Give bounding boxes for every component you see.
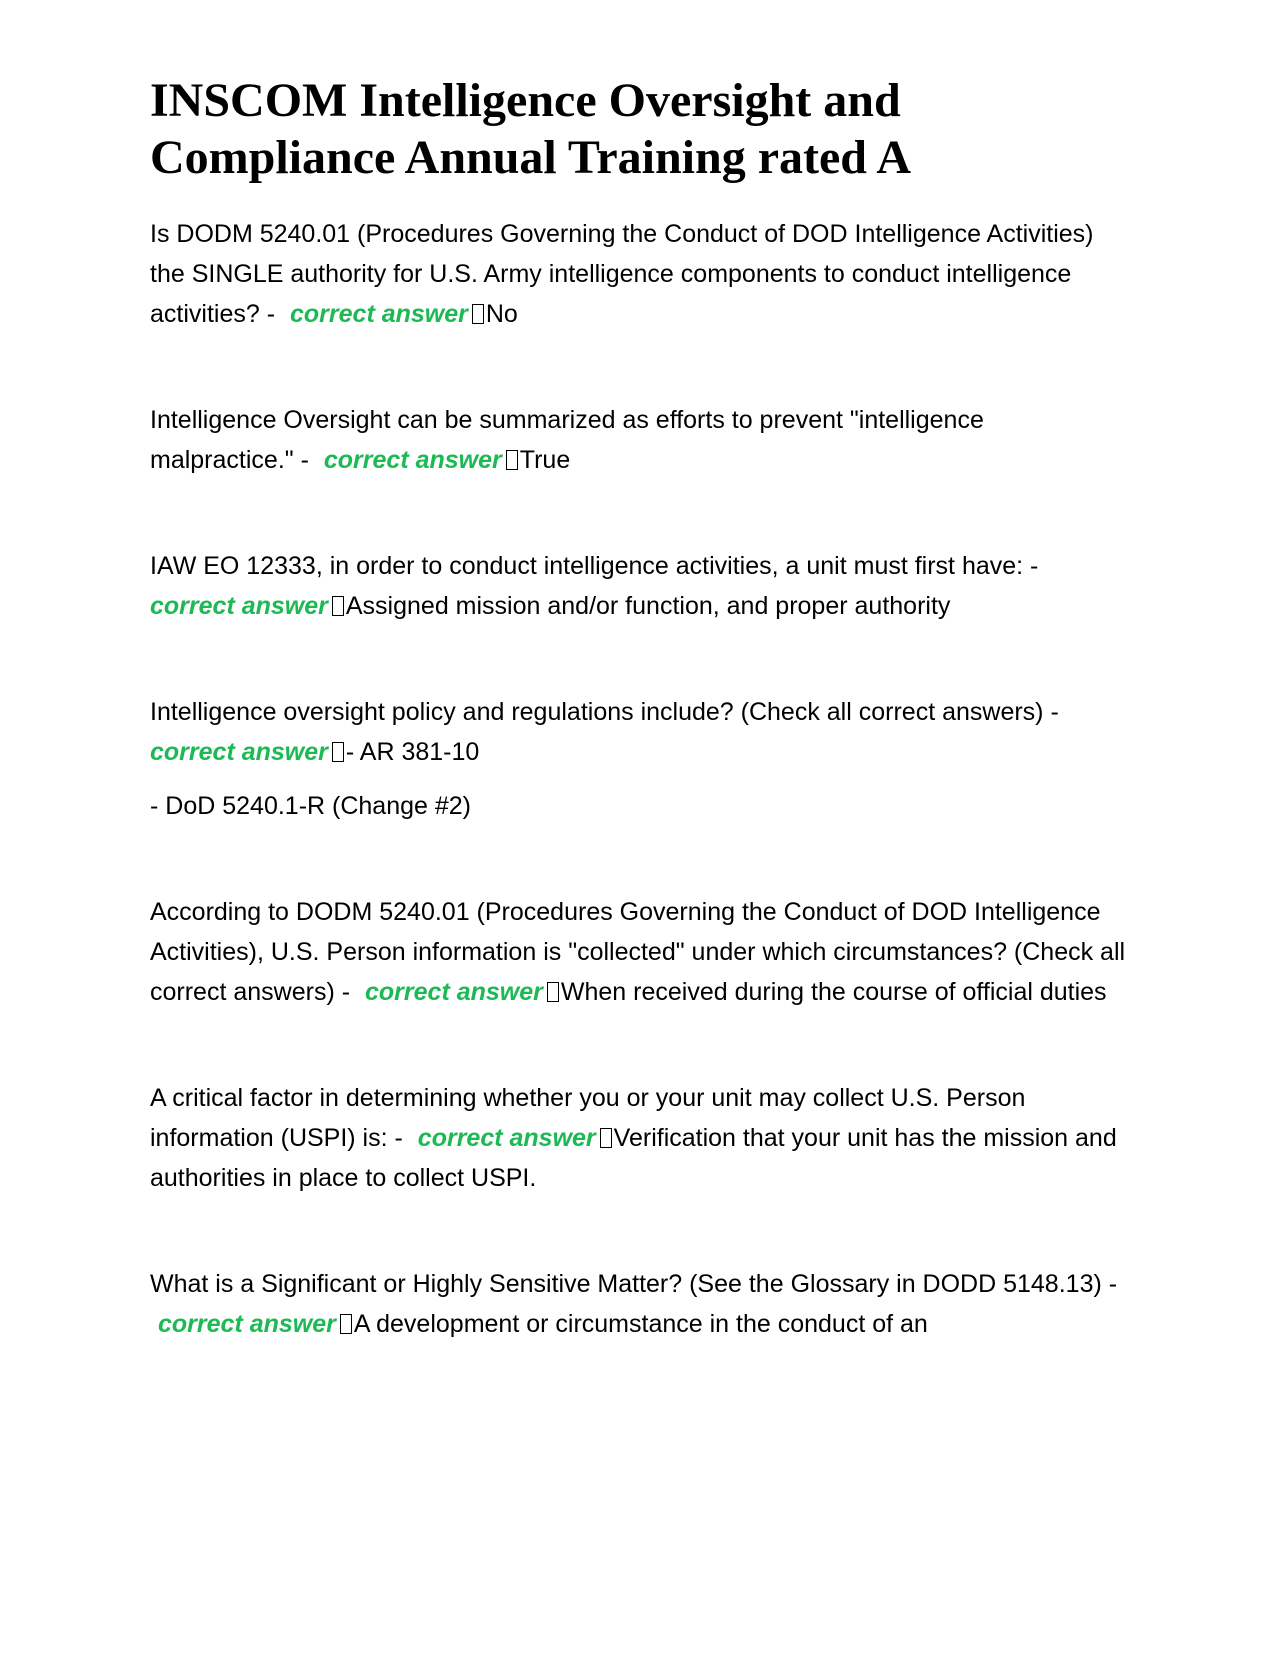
- answer-box-icon: [340, 1314, 352, 1334]
- answer-text: - AR 381-10: [345, 738, 480, 766]
- qa-paragraph: [150, 692, 1130, 772]
- qa-paragraph: [150, 892, 1130, 1012]
- question-text: What is a Significant or Highly Sensitive Matter? (See the Glossary in DODD 5148.13) -: [150, 1270, 1118, 1298]
- answer-label: correct answer: [417, 1124, 596, 1152]
- question-text: Is DODM 5240.01 (Procedures Governing the Conduct of DOD Intelligence Activities) the SINGLE authority for U.S. Army intelligence components to conduct intelligence activities? -: [150, 220, 1094, 328]
- qa-paragraph: [150, 1264, 1130, 1344]
- qa-paragraph: [150, 546, 1130, 626]
- qa-paragraph: [150, 1078, 1130, 1198]
- answer-extra-line: - DoD 5240.1-R (Change #2): [150, 792, 471, 820]
- answer-box-icon: [600, 1128, 612, 1148]
- question-text: According to DODM 5240.01 (Procedures Governing the Conduct of DOD Intelligence Activities), U.S. Person information is "collected" under which circumstances? (Check all correct answers) -: [150, 898, 1126, 1006]
- qa-paragraph: [150, 400, 1130, 480]
- answer-text: A development or circumstance in the conduct of an: [353, 1310, 928, 1338]
- document-page: [150, 72, 1130, 1344]
- answer-label: correct answer: [365, 978, 543, 1006]
- answer-text: Assigned mission and/or function, and proper authority: [345, 592, 951, 620]
- answer-box-icon: [506, 450, 518, 470]
- answer-label: correct answer: [290, 300, 468, 328]
- answer-text: When received during the course of official duties: [560, 978, 1107, 1006]
- answer-box-icon: [332, 596, 344, 616]
- document-title: INSCOM Intelligence Oversight and Compliance Annual Training rated A: [150, 74, 912, 184]
- question-text: Intelligence oversight policy and regulations include? (Check all correct answers) -: [150, 698, 1059, 726]
- qa-item-1: [150, 214, 1130, 400]
- answer-label: correct answer: [323, 446, 502, 474]
- qa-item-2: [150, 400, 1130, 546]
- qa-item-4: [150, 692, 1130, 892]
- question-text: IAW EO 12333, in order to conduct intelligence activities, a unit must first have: -: [150, 552, 1039, 580]
- qa-item-3: [150, 546, 1130, 692]
- answer-label: correct answer: [158, 1310, 336, 1338]
- answer-text: True: [519, 446, 571, 474]
- question-text: Intelligence Oversight can be summarized as efforts to prevent "intelligence malpractice." -: [150, 406, 984, 474]
- answer-box-icon: [332, 742, 344, 762]
- answer-text: No: [485, 300, 518, 328]
- question-text: A critical factor in determining whether you or your unit may collect U.S. Person information (USPI) is: -: [150, 1084, 1026, 1152]
- answer-label: correct answer: [150, 592, 328, 620]
- answer-text: Verification that your unit has the mission and authorities in place to collect USPI.: [150, 1124, 1117, 1192]
- qa-item-5: [150, 892, 1130, 1078]
- qa-paragraph: [150, 214, 1130, 334]
- qa-item-6: [150, 1078, 1130, 1264]
- qa-item-7: [150, 1264, 1130, 1344]
- answer-box-icon: [472, 304, 484, 324]
- answer-label: correct answer: [150, 738, 328, 766]
- answer-box-icon: [547, 982, 559, 1002]
